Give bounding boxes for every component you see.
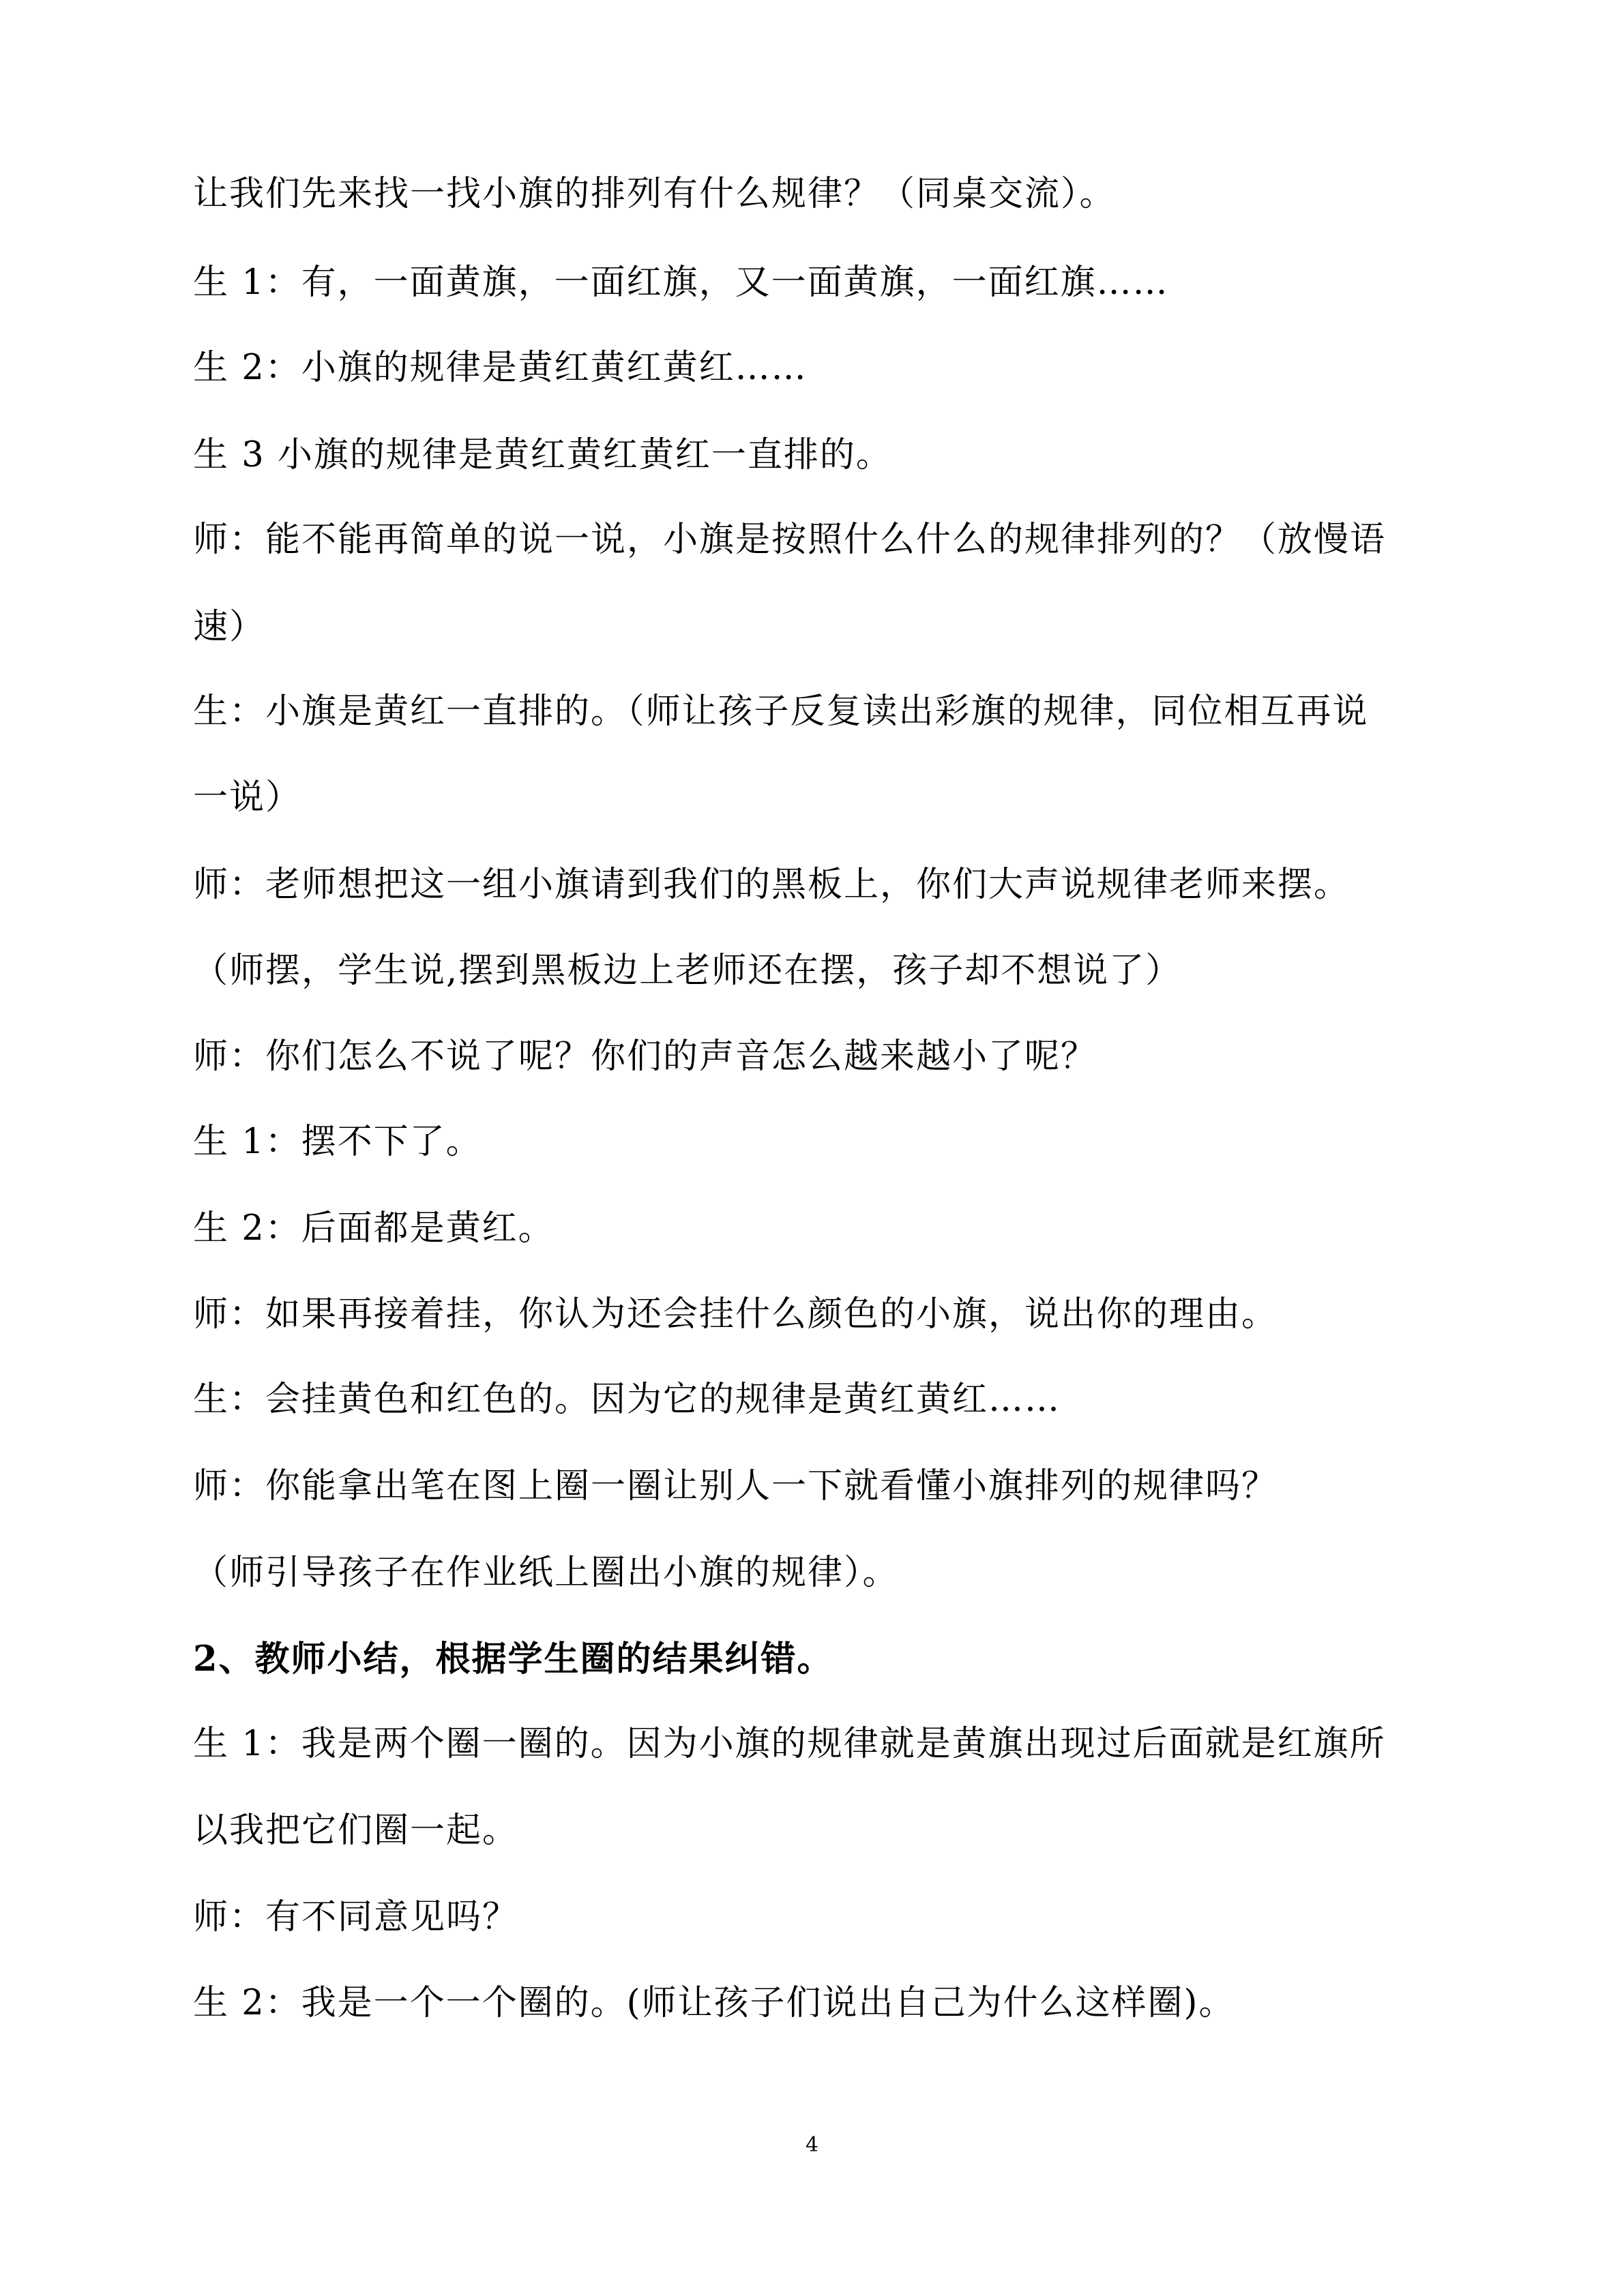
text-line: 师：有不同意见吗？: [193, 1897, 519, 1937]
text-line: 师：你能拿出笔在图上圈一圈让别人一下就看懂小旗排列的规律吗？: [193, 1466, 1278, 1506]
text-line: 生：小旗是黄红一直排的。（师让孩子反复读出彩旗的规律，同位相互再说: [193, 691, 1369, 732]
text-line: 师：老师想把这一组小旗请到我们的黑板上，你们大声说规律老师来摆。: [193, 865, 1350, 905]
text-line: 生 1：摆不下了。: [193, 1122, 482, 1162]
text-line: （师引导孩子在作业纸上圈出小旗的规律）。: [193, 1553, 899, 1593]
text-line: 生 2：小旗的规律是黄红黄红黄红……: [193, 348, 808, 388]
page-number: 4: [805, 2133, 819, 2157]
text-line: 生 1：我是两个圈一圈的。因为小旗的规律就是黄旗出现过后面就是红旗所: [193, 1724, 1386, 1764]
text-line: 一说）: [193, 777, 302, 818]
text-line: 生 3 小旗的规律是黄红黄红黄红一直排的。: [193, 435, 892, 475]
text-line: 让我们先来找一找小旗的排列有什么规律？（同桌交流）。: [193, 174, 1116, 214]
text-line: 生 2：我是一个一个圈的。(师让孩子们说出自己为什么这样圈)。: [193, 1983, 1235, 2023]
text-line: 生：会挂黄色和红色的。因为它的规律是黄红黄红……: [193, 1380, 1061, 1420]
text-line: 师：你们怎么不说了呢？你们的声音怎么越来越小了呢？: [193, 1037, 1097, 1077]
text-line: 速）: [193, 607, 266, 647]
text-line: 以我把它们圈一起。: [193, 1810, 519, 1851]
text-line: 生 2：后面都是黄红。: [193, 1208, 555, 1249]
text-line: 师：如果再接着挂，你认为还会挂什么颜色的小旗，说出你的理由。: [193, 1294, 1278, 1335]
text-line: （师摆，学生说,摆到黑板边上老师还在摆，孩子却不想说了）: [193, 951, 1182, 991]
text-line: 生 1：有，一面黄旗，一面红旗，又一面黄旗，一面红旗……: [193, 263, 1169, 303]
text-line: 师：能不能再简单的说一说，小旗是按照什么什么的规律排列的？（放慢语: [193, 520, 1387, 560]
section-heading: 2、教师小结，根据学生圈的结果纠错。: [193, 1639, 833, 1680]
